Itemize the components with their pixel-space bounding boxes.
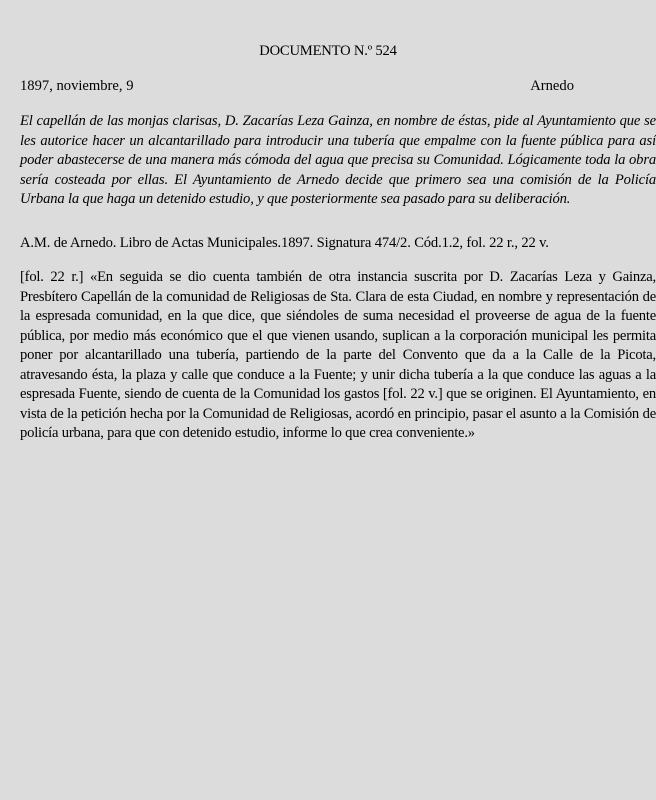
dateline [20, 77, 636, 97]
document-date: 1897, noviembre, 9 [20, 78, 134, 94]
archival-source: A.M. de Arnedo. Libro de Actas Municipales.1897. Signatura 474/2. Cód.1.2, fol. 22 r., 22 v. [20, 235, 549, 251]
transcription-text: [fol. 22 r.] «En seguida se dio cuenta también de otra instancia suscrita por D. Zacarías Leza y Gainza, Presbítero Capellán de la comunidad de Religiosas de Sta. Clara de esta Ciudad, en nombre y representación de la espresada comunidad, en la que dice, que siéndoles de suma necesidad el proveerse de agua de la fuente pública, por medio más económico que el que vienen usando, suplican a la corporación municipal les permita poner por alcantarillado una tubería, partiendo de la parte del Convento que da a la Calle de la Picota, atravesando ésta, la plaza y calle que conduce a la Fuente; y unir dicha tubería a la que conduce las aguas a la espresada Fuente, siendo de cuenta de la Comunidad los gastos [fol. 22 v.] que se originen. El Ayuntamiento, en vista de la petición hecha por la Comunidad de Religiosas, acordó en principio, pasar el asunto a la Comisión de policía urbana, para que con detenido estudio, informe lo que crea conveniente.» [20, 269, 656, 441]
document-place: Arnedo [530, 78, 574, 94]
document-title: DOCUMENTO N.º 524 [259, 43, 397, 59]
document-summary: El capellán de las monjas clarisas, D. Zacarías Leza Gainza, en nombre de éstas, pide al Ayuntamiento que se les autorice hacer un alcantarillado para introducir una tubería que empalme con la fuente pública para así poder abastecerse de una manera más cómoda del agua que precisa su Comunidad. Lógicamente toda la obra sería costeada por ellas. El Ayuntamiento de Arnedo decide que primero sea una comisión de la Policía Urbana la que haga un detenido estudio, y que posteriormente sea pasado para su deliberación. [20, 113, 656, 207]
